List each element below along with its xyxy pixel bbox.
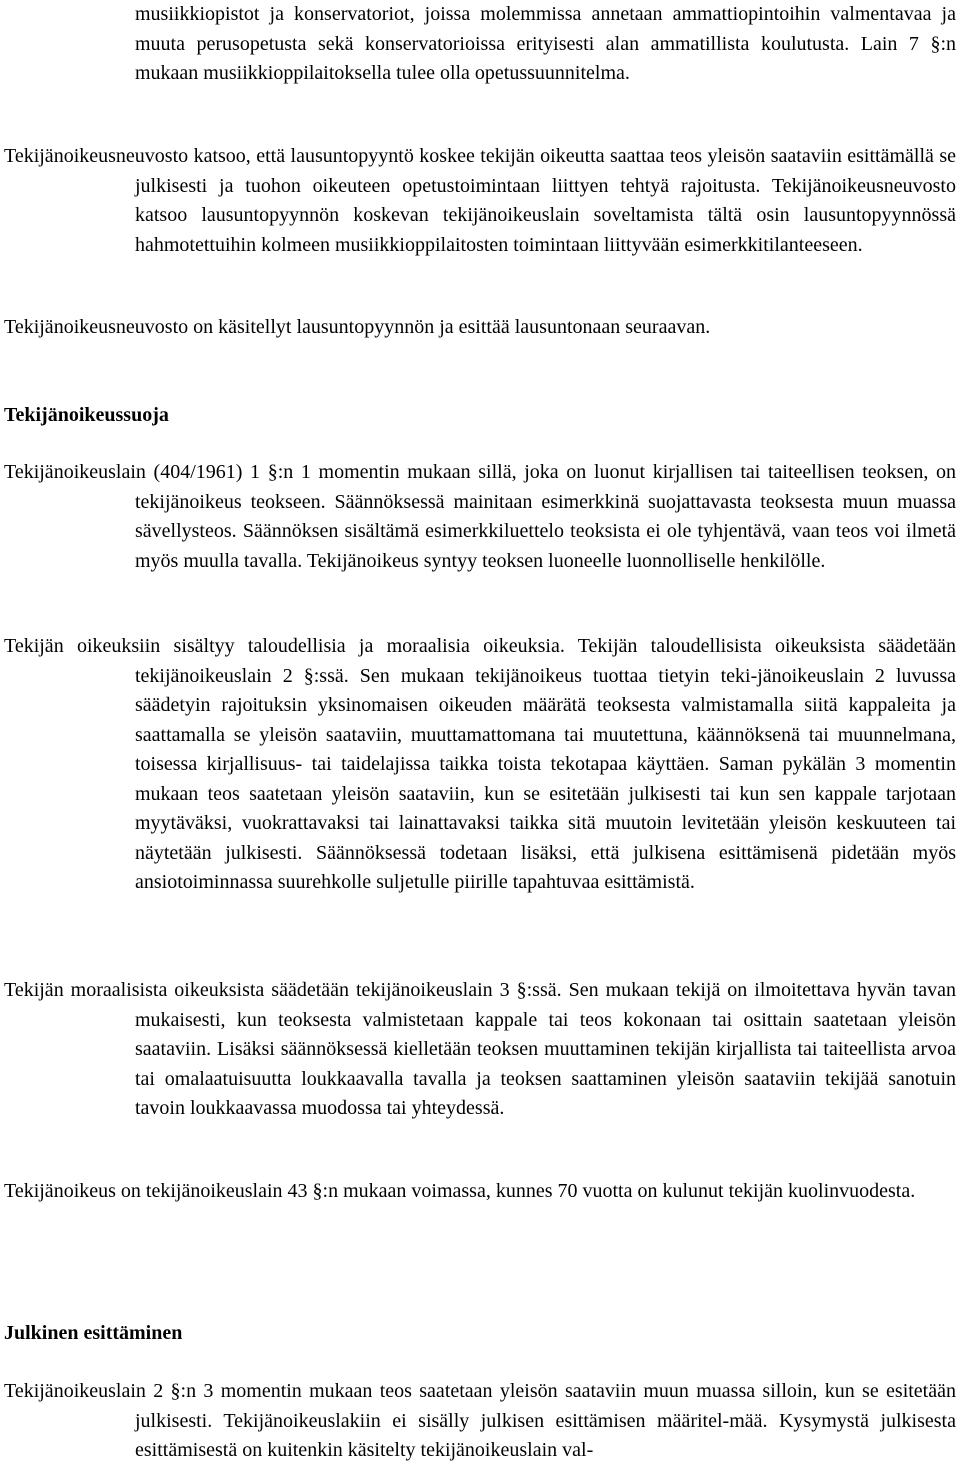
section-heading-public-performance: Julkinen esittäminen [4, 1322, 183, 1344]
paragraph-term-of-protection: Tekijänoikeus on tekijänoikeuslain 43 §:n mukaan voimassa, kunnes 70 vuotta on kulunut tekijän kuolinvuodesta. [4, 1180, 916, 1202]
paragraph-economic-rights: Tekijän oikeuksiin sisältyy taloudellisia ja moraalisia oikeuksia. Tekijän taloudellisista oikeuksista säädetään tekijänoikeuslain 2 §:ssä. Sen mukaan tekijänoikeus tuottaa tietyin teki-jänoikeuslain 2 luvussa säädetyin rajoituksin yksinomaisen oikeuden määrätä teoksesta valmistamalla siitä kappaleita ja saattamalla se yleisön saataviin, muuttamattomana tai muutettuna, käännöksenä tai muunnelmana, toisessa kirjallisuus- tai taidelajissa taikka toista tekotapaa käyttäen. Saman pykälän 3 momentin mukaan teos saatetaan yleisön saataviin, kun se esitetään julkisesti tai kun sen kappale tarjotaan myytäväksi, vuokrattavaksi tai lainattavaksi taikka sitä muutoin levitetään yleisön keskuuteen tai näytetään julkisesti. Säännöksessä todetaan lisäksi, että julkisena esittämisenä pidetään myös ansiotoiminnassa suurehkolle suljetulle piirille tapahtuvaa esittämistä. [4, 635, 956, 893]
paragraph-moral-rights: Tekijän moraalisista oikeuksista säädetään tekijänoikeuslain 3 §:ssä. Sen mukaan tekijä on ilmoitettava hyvän tavan mukaisesti, kun teoksesta valmistetaan kappale tai teos kokonaan tai osittain saatetaan yleisön saataviin. Lisäksi säännöksessä kielletään teoksen muuttaminen tekijän kirjallista tai taiteellista arvoa tai omalaatuisuutta loukkaavalla tavalla ja teoksen saattaminen yleisön saataviin tekijää sanotuin tavoin loukkaavassa muodossa tai yhteydessä. [4, 979, 956, 1119]
section-heading-copyright-protection: Tekijänoikeussuoja [4, 404, 169, 426]
intro-continuation: musiikkiopistot ja konservatoriot, joissa molemmissa annetaan ammattiopintoihin valmentavaa ja muuta perusopetusta sekä konservatorioissa erityisesti alan ammatillista koulutusta. Lain 7 §:n mukaan musiikkioppilaitoksella tulee olla opetussuunnitelma. [135, 3, 956, 84]
paragraph-public-performance: Tekijänoikeuslain 2 §:n 3 momentin mukaan teos saatetaan yleisön saataviin muun muassa silloin, kun se esitetään julkisesti. Tekijänoikeuslakiin ei sisälly julkisen esittämisen määritel-mää. Kysymystä julkisesta esittämisestä on kuitenkin käsitelty tekijänoikeuslain val- [4, 1380, 956, 1461]
paragraph-copyright-basis: Tekijänoikeuslain (404/1961) 1 §:n 1 momentin mukaan sillä, joka on luonut kirjallisen tai taiteellisen teoksen, on tekijänoikeus teokseen. Säännöksessä mainitaan esimerkkinä suojattavasta teoksesta muun muassa sävellysteos. Säännöksen sisältämä esimerkkiluettelo teoksista ei ole tyhjentävä, vaan teos voi ilmetä myös muulla tavalla. Tekijänoikeus syntyy teoksen luoneelle luonnolliselle henkilölle. [4, 461, 956, 572]
paragraph-processing: Tekijänoikeusneuvosto on käsitellyt lausuntopyynnön ja esittää lausuntonaan seuraavan. [4, 316, 711, 338]
paragraph-scope: Tekijänoikeusneuvosto katsoo, että lausuntopyyntö koskee tekijän oikeutta saattaa teos yleisön saataviin esittämällä se julkisesti ja tuohon oikeuteen opetustoimintaan liittyen tehtyä rajoitusta. Tekijänoikeusneuvosto katsoo lausuntopyynnön koskevan tekijänoikeuslain soveltamista tältä osin lausuntopyynnössä hahmotettuihin kolmeen musiikkioppilaitosten toimintaan liittyvään esimerkkitilanteeseen. [4, 145, 956, 256]
